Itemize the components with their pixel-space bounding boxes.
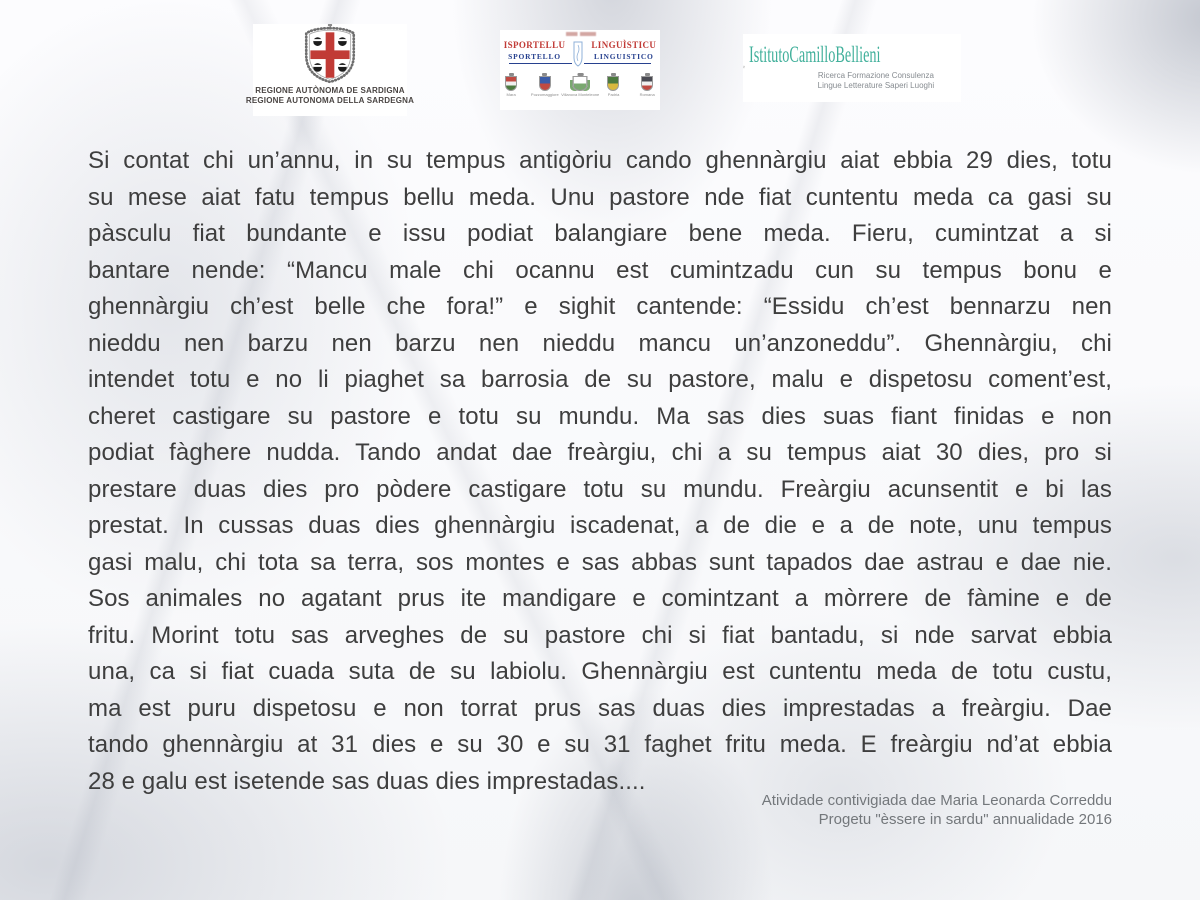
text-line: prestat. In cussas duas dies ghennàrgiu iscadenat, a de die e a de note, unu tempus xyxy=(88,512,1112,539)
sportello-title-sc-left: ISPORTELLU xyxy=(503,40,566,50)
municipal-crest xyxy=(500,76,523,98)
icb-title: IstitutoCamilloBellieni xyxy=(748,42,881,67)
crest-shield-icon xyxy=(505,76,517,91)
crest-row xyxy=(500,76,660,98)
sardinia-island-face-icon xyxy=(743,34,745,100)
region-name-italian: REGIONE AUTONOMA DELLA SARDEGNA xyxy=(245,96,415,105)
region-name-sardinian: REGIONE AUTÒNOMA DE SARDIGNA xyxy=(255,86,405,95)
municipal-crest xyxy=(532,76,558,98)
text-line: nieddu nen barzu nen barzu nen nieddu mancu un’anzoneddu”. Ghennàrgiu, chi xyxy=(88,329,1112,357)
crest-shield-icon xyxy=(539,76,551,91)
text-line: Si contat chi un’annu, in su tempus antigòriu cando ghennàrgiu aiat ebbia 29 dies, totu xyxy=(88,147,1112,174)
text-line: una, ca si fiat cuada suta de su labiolu. Ghennàrgiu est cuntentu meda de totu custu, xyxy=(88,658,1112,685)
text-line: 28 e galu est isetende sas duas dies imprestadas.... xyxy=(88,767,646,795)
municipal-crest xyxy=(602,76,625,98)
text-line: ghennàrgiu ch’est belle che fora!” e sighit cantende: “Essidu ch’est bennarzu nen xyxy=(88,293,1112,320)
crest-label: Romana xyxy=(639,92,655,97)
crest-label: Mara xyxy=(506,92,516,97)
credit-line-1: Atividade contivigiada dae Maria Leonarda Correddu xyxy=(761,792,1112,809)
icb-subtitle-2: Lingue Letterature Saperi Luoghi xyxy=(817,81,935,90)
region-sardinia-logo xyxy=(245,24,415,116)
crest-label: Villanova Monteleone xyxy=(560,92,599,97)
crest-shield-icon xyxy=(607,76,619,91)
text-line: tando ghennàrgiu at 31 dies e su 30 e su 31 faghet fritu meda. E freàrgiu nd’at ebbia xyxy=(88,731,1112,758)
text-line: podiat fàghere nudda. Tando andat dae freàrgiu, chi a su tempus aiat 30 dies, pro si xyxy=(88,439,1112,466)
text-line: intendet totu e no li piaghet sa barrosia de su pastore, malu e dispetosu coment’est, xyxy=(88,366,1112,393)
text-line: su mese aiat fatu tempus bellu meda. Unu pastore nde fiat cuntentu meda ca gasi su xyxy=(88,183,1112,211)
crest-shield-icon xyxy=(572,76,587,91)
municipal-crest xyxy=(560,76,599,98)
sportello-linguistico-logo xyxy=(500,30,660,110)
text-line: gasi malu, chi tota sa terra, sos montes e sas abbas sunt tapados dae astrau e dae nie. xyxy=(88,548,1112,576)
crest-label: Padria xyxy=(607,92,620,97)
sportello-titles xyxy=(500,32,660,67)
icb-subtitle-1: Ricerca Formazione Consulenza xyxy=(817,71,934,80)
sardinia-coat-of-arms-icon xyxy=(298,24,362,84)
text-line: prestare duas dies pro pòdere castigare totu su mundu. Freàrgiu acunsentit e bi las xyxy=(88,475,1112,503)
credit-line-2: Progetu "èssere in sardu" annualidade 2016 xyxy=(818,811,1112,828)
body-text xyxy=(88,143,1112,800)
sportello-title-it-right: LINGUISTICO xyxy=(594,52,654,61)
credit-block xyxy=(762,791,1112,829)
crest-shield-icon xyxy=(641,76,653,91)
text-line: fritu. Morint totu sas arveghes de su pastore chi si fiat bantadu, si nde sarvat ebbia xyxy=(88,621,1112,649)
crest-label: Pozzomaggiore xyxy=(530,92,559,97)
sportello-title-it-left: SPORTELLO xyxy=(508,52,561,61)
istituto-bellieni-logo xyxy=(743,34,961,102)
sportello-title-sc-right: LINGUÌSTICU xyxy=(591,40,657,50)
small-emblem-icon xyxy=(572,41,584,67)
text-line: pàsculu fiat bundante e issu podiat balangiare bene meda. Fieru, cumintzat a si xyxy=(88,220,1112,247)
text-line: bantare nende: “Mancu male chi ocannu est cumintzadu cun su tempus bonu e xyxy=(88,256,1112,284)
municipal-crest xyxy=(634,76,660,98)
text-line: cheret castigare su pastore e totu su mundu. Ma sas dies suas fiant finidas e non xyxy=(88,402,1112,430)
text-line: ma est puru dispetosu e non torrat prus sas duas dies imprestadas a freàrgiu. Dae xyxy=(88,694,1112,722)
text-line: Sos animales no agatant prus ite mandigare e comintzant a mòrrere de fàmine e de xyxy=(88,585,1112,612)
